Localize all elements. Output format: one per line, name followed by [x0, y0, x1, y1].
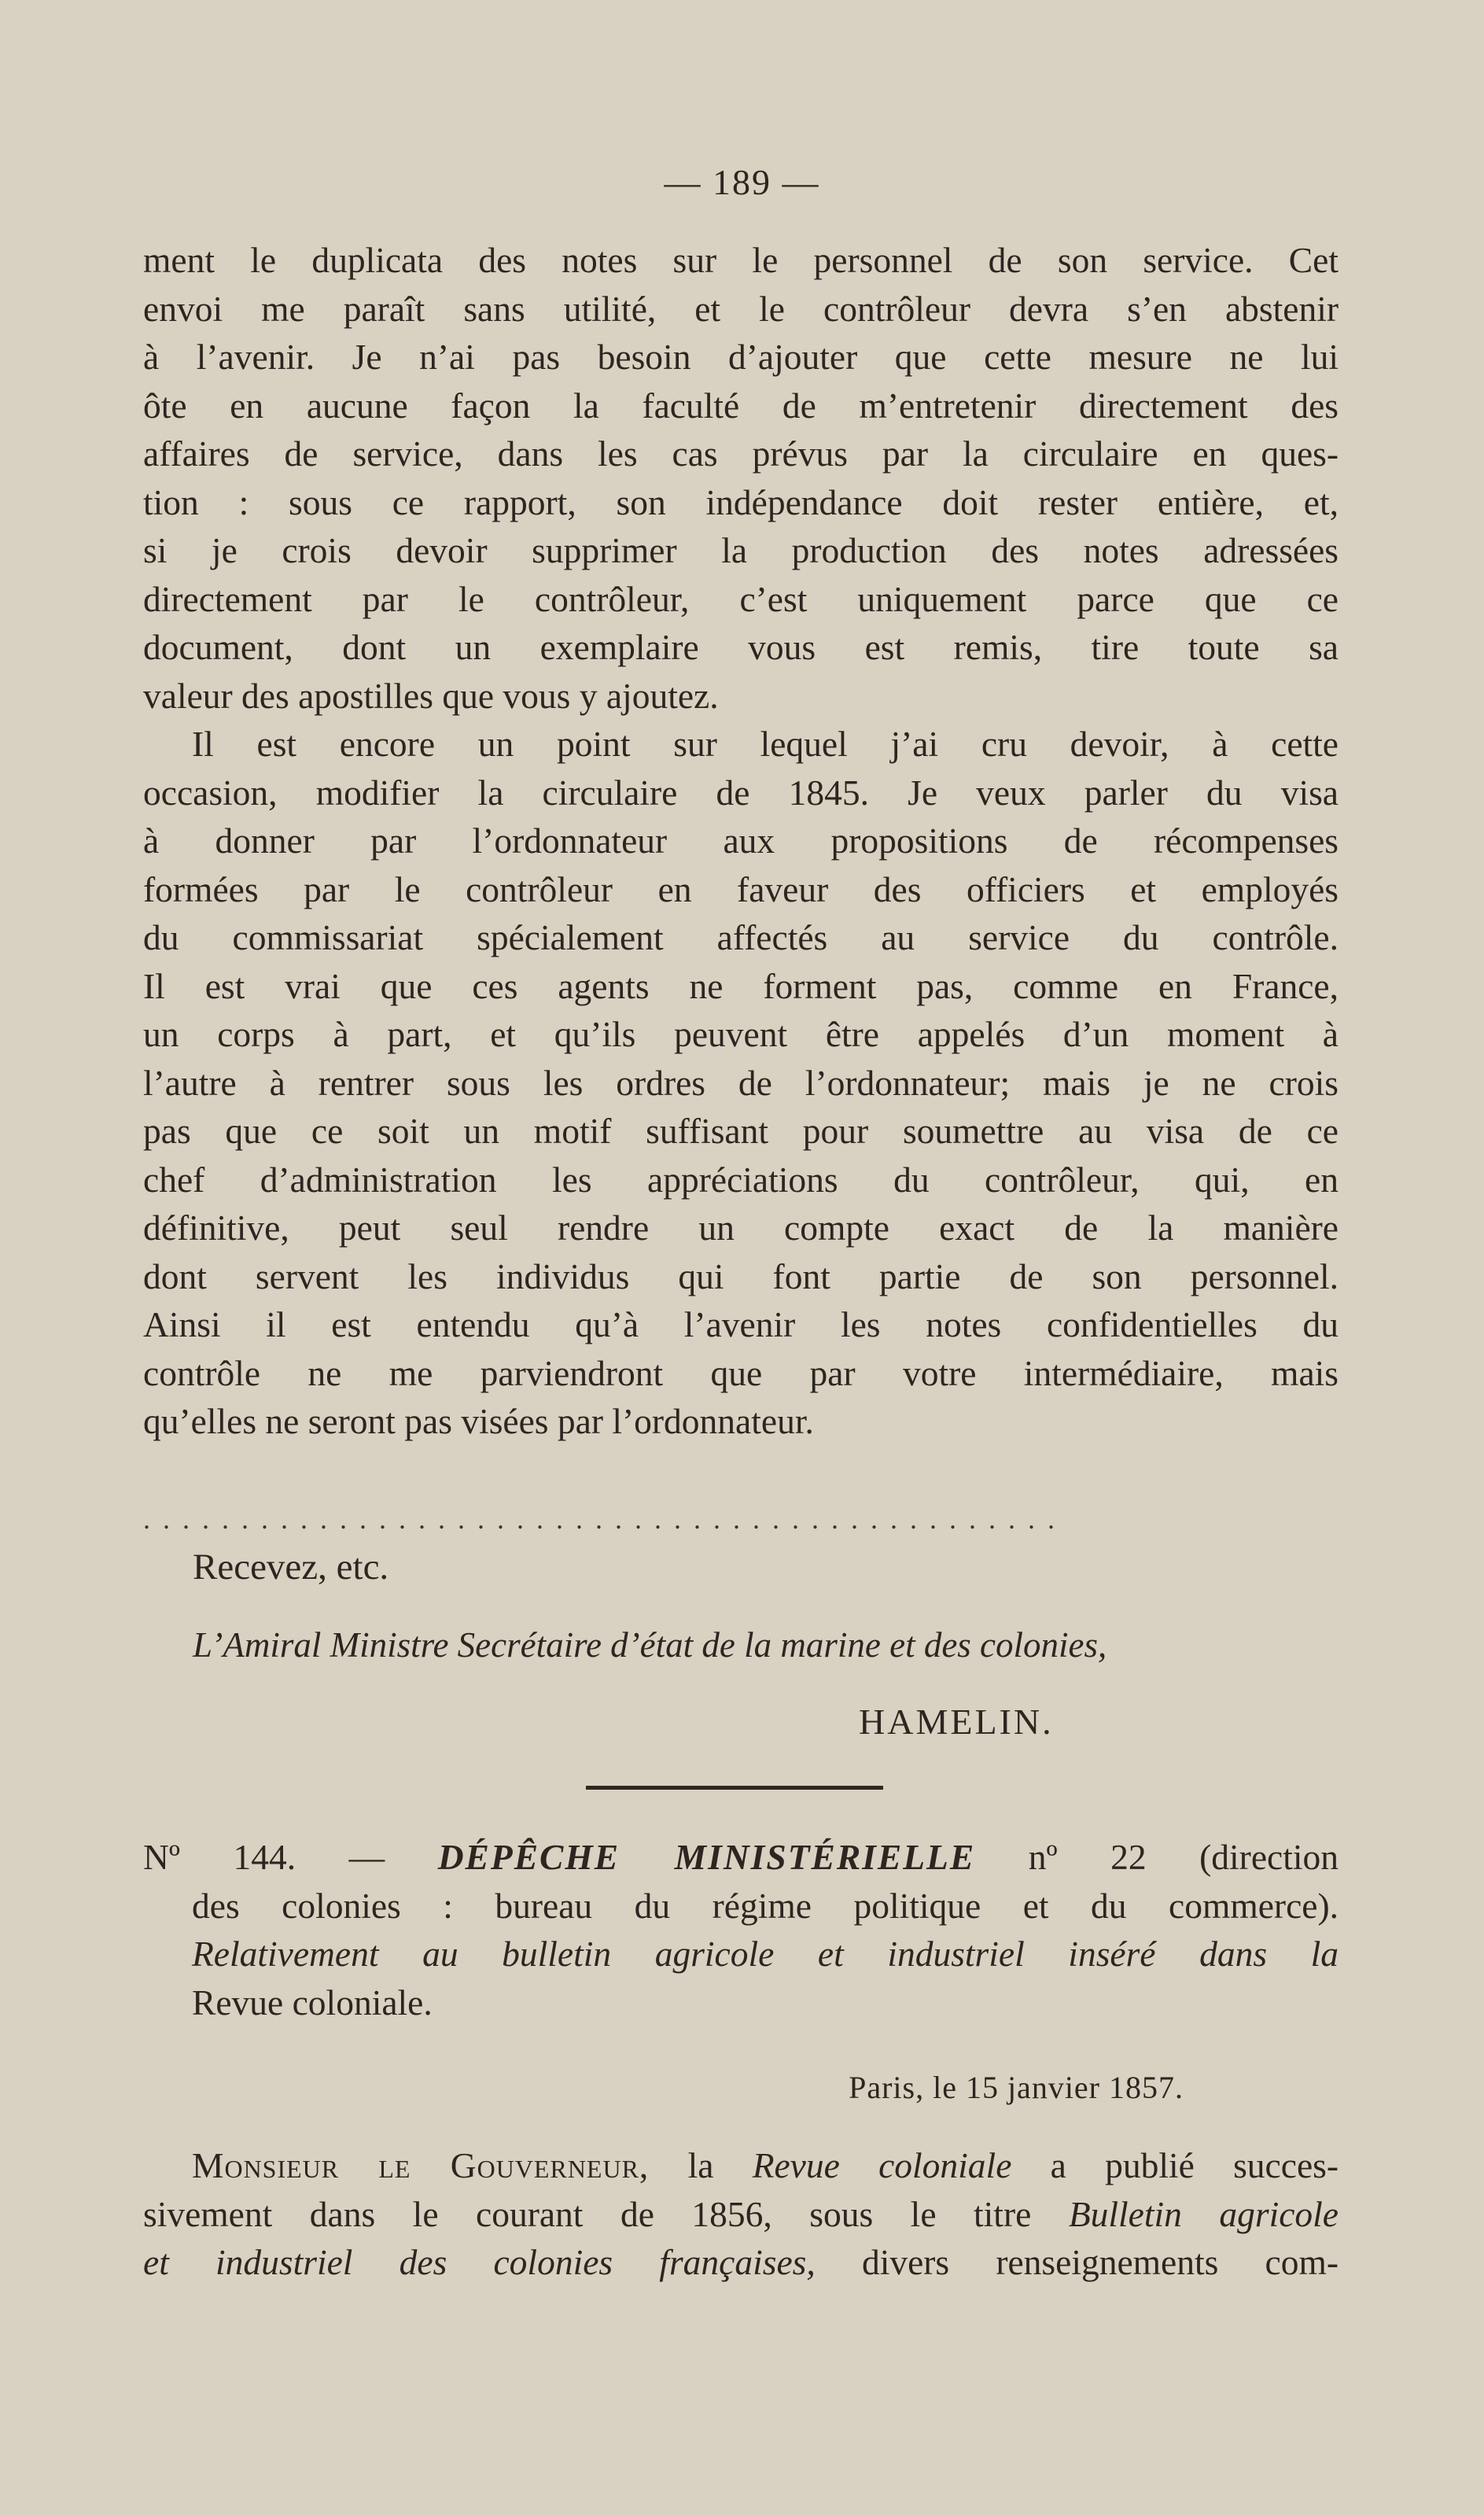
heading-subject: Relativement au bulletin agricole et industriel inséré dans la [192, 1934, 1339, 1974]
paragraph-2-line: à donner par l’ordonnateur aux propositions de récompenses [143, 821, 1339, 861]
paragraph-1-line: si je crois devoir supprimer la production des notes adressées [143, 530, 1339, 570]
letter-line-1 [143, 2141, 1339, 2190]
document-type: DÉPÊCHE MINISTÉRIELLE [437, 1837, 976, 1877]
paragraph-continuation [143, 236, 1339, 720]
letter-line-2 [143, 2190, 1339, 2239]
paragraph-visa [143, 720, 1339, 1446]
document-reference: nº 22 (direction [1028, 1837, 1339, 1877]
heading-line-3 [143, 1930, 1339, 1978]
paragraph-2-line: définitive, peut seul rendre un compte exact de la manière [143, 1208, 1339, 1248]
paragraph-2-line: l’autre à rentrer sous les ordres de l’ordonnateur; mais je ne crois [143, 1062, 1339, 1103]
heading-line-2: des colonies : bureau du régime politique et du commerce). [192, 1885, 1339, 1926]
letter-line-3 [143, 2238, 1339, 2287]
bulletin-title-cont: et industriel des colonies françaises, [143, 2242, 816, 2282]
paragraph-1-line: affaires de service, dans les cas prévus par la circulaire en ques- [143, 433, 1339, 474]
heading-line-4: Revue coloniale. [192, 1982, 433, 2023]
page-number: — 189 — [664, 162, 820, 202]
signatory-name: HAMELIN. [859, 1702, 1054, 1742]
paragraph-2-line: qu’elles ne seront pas visées par l’ordonnateur. [143, 1401, 814, 1441]
closing-formula: Recevez, etc. [193, 1547, 389, 1588]
paragraph-2-line: Il est vrai que ces agents ne forment pas, comme en France, [143, 965, 1339, 1006]
paragraph-2-line: dont servent les individus qui font partie de son personnel. [143, 1256, 1339, 1296]
paragraph-2 [143, 720, 1339, 1446]
paragraph-1-line: valeur des apostilles que vous y ajoutez. [143, 675, 719, 716]
paragraph-1-line: ôte en aucune façon la faculté de m’entretenir directement des [143, 385, 1339, 426]
paragraph-1-line: ment le duplicata des notes sur le personnel de son service. Cet [143, 240, 1339, 280]
letter-text: a publié succes- [1050, 2145, 1339, 2185]
paragraph-2-line: chef d’administration les appréciations du contrôleur, qui, en [143, 1159, 1339, 1200]
letter-text: divers renseignements com- [861, 2242, 1339, 2282]
paragraph-1-line: directement par le contrôleur, c’est uniquement parce que ce [143, 578, 1339, 619]
section-rule [586, 1786, 883, 1790]
paragraph-1-line: à l’avenir. Je n’ai pas besoin d’ajouter que cette mesure ne lui [143, 337, 1339, 377]
document-heading [143, 1833, 1339, 2026]
paragraph-2-line: contrôle ne me parviendront que par votre intermédiaire, mais [143, 1352, 1339, 1393]
paragraph-1-line: envoi me paraît sans utilité, et le contrôleur devra s’en abstenir [143, 288, 1339, 329]
journal-title: Revue coloniale [752, 2145, 1012, 2185]
heading-line-1 [143, 1833, 1339, 1882]
paragraph-2-line: formées par le contrôleur en faveur des officiers et employés [143, 868, 1339, 909]
paragraph-1-line: document, dont un exemplaire vous est remis, tire toute sa [143, 627, 1339, 667]
dotted-separator: ............................................... [143, 1503, 1067, 1535]
paragraph-2-line: pas que ce soit un motif suffisant pour soumettre au visa de ce [143, 1111, 1339, 1151]
bulletin-title: Bulletin agricole [1068, 2193, 1339, 2234]
document-number: Nº 144. — [143, 1837, 385, 1877]
paragraph-2-line: Il est encore un point sur lequel j’ai cru devoir, à cette [192, 724, 1339, 764]
signatory-title: L’Amiral Ministre Secrétaire d’état de la marine et des colonies, [193, 1625, 1107, 1665]
paragraph-1-line: tion : sous ce rapport, son indépendance doit rester entière, et, [143, 481, 1339, 522]
paragraph-2-line: occasion, modifier la circulaire de 1845. Je veux parler du visa [143, 772, 1339, 813]
paragraph-2-line: un corps à part, et qu’ils peuvent être appelés d’un moment à [143, 1014, 1339, 1054]
letter-text: sivement dans le courant de 1856, sous le titre [143, 2193, 1032, 2234]
dateline: Paris, le 15 janvier 1857. [849, 2070, 1184, 2105]
paragraph-1 [143, 236, 1339, 720]
letter-opening [143, 2141, 1339, 2287]
paragraph-2-line: Ainsi il est entendu qu’à l’avenir les notes confidentielles du [143, 1304, 1339, 1344]
letter-text: la [687, 2145, 714, 2185]
paragraph-2-line: du commissariat spécialement affectés au service du contrôle. [143, 917, 1339, 957]
salutation: Monsieur le Gouverneur, [192, 2145, 650, 2185]
